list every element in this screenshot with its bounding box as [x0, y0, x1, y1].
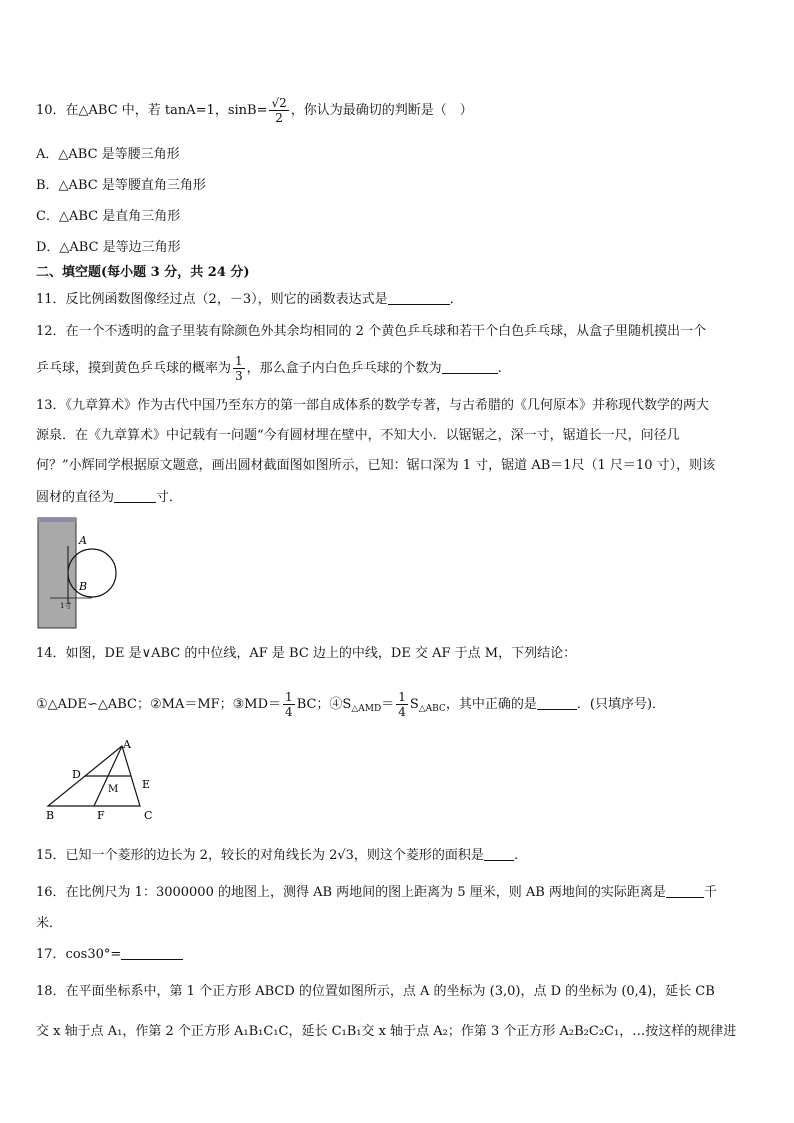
- q14-frac1-den: 4: [285, 705, 293, 719]
- q14-c6: ．(只填序号)．: [576, 697, 666, 712]
- label-a: A: [79, 534, 87, 547]
- q13-line4: [36, 488, 182, 508]
- q10-stem-b: ，你认为最确切的判断是（ ）: [290, 103, 473, 118]
- q14-c5: ，其中正确的是: [445, 697, 537, 712]
- q14-frac1: [283, 690, 295, 719]
- q13-line1: 13．《九章算术》作为古代中国乃至东方的第一部自成体系的数学专著，与古希腊的《几何原本》并称现代数学的两大: [36, 398, 710, 413]
- q14-frac2-num: 1: [398, 690, 406, 704]
- q10-option-b: B．△ABC 是等腰直角三角形: [36, 178, 206, 193]
- q13-blank: [114, 489, 156, 503]
- q12-line2b: ，那么盒子内白色乒乓球的个数为: [246, 361, 442, 376]
- wall-rect: [38, 518, 76, 628]
- label-f: F: [97, 809, 105, 822]
- q15-a: 15．已知一个菱形的边长为 2，较长的对角线长为 2: [36, 848, 338, 863]
- q12-line1: 12．在一个不透明的盒子里装有除颜色外其余均相同的 2 个黄色乒乓球和若干个白色乒乓球，从盒子里随机摸出一个: [36, 324, 707, 339]
- q16-blank: [666, 884, 704, 898]
- q13-line3: 何？”小辉同学根据原文题意，画出圆材截面图如图所示，已知：锯口深为 1 寸，锯道 AB＝1尺（1 尺＝10 寸），则该: [36, 458, 716, 473]
- q16-line1: [36, 883, 717, 903]
- q15-c: .: [513, 848, 519, 863]
- section-heading: 二、填空题(每小题 3 分，共 24 分): [36, 265, 250, 280]
- q11-blank: [388, 291, 450, 305]
- q11-end: ．: [449, 292, 463, 307]
- q14-conclusions: [36, 690, 665, 719]
- label-c: C: [144, 809, 153, 822]
- q17-blank: [121, 946, 183, 960]
- q14-frac2: [396, 690, 408, 719]
- q10-stem: [36, 96, 473, 125]
- q16-line1a: 16．在比例尺为 1：3000000 的地图上，测得 AB 两地间的图上距离为 5 厘米，则 AB 两地间的实际距离是: [36, 885, 666, 900]
- label-b: B: [79, 580, 88, 593]
- q10-option-d: D．△ABC 是等边三角形: [36, 240, 181, 255]
- q17: [36, 945, 183, 965]
- q14-sub1: △AMD: [351, 704, 382, 714]
- label-m: M: [108, 784, 119, 795]
- q13-line4a: 圆材的直径为: [36, 490, 115, 505]
- sinb-den: 2: [275, 111, 283, 125]
- q12-num: 1: [235, 354, 243, 368]
- q12-blank: [442, 360, 498, 374]
- sinb-fraction: [269, 96, 288, 125]
- q14-line1: 14．如图，DE 是∨ABC 的中位线，AF 是 BC 边上的中线，DE 交 AF 于点 M，下列结论：: [36, 646, 577, 661]
- q10-option-a: A．△ABC 是等腰三角形: [36, 147, 180, 162]
- sinb-num: √2: [271, 96, 287, 110]
- q14-frac2-den: 4: [398, 705, 406, 719]
- q10-option-c: C．△ABC 是直角三角形: [36, 209, 181, 224]
- q15-b: ，则这个菱形的面积是: [353, 848, 484, 863]
- q15-root: √3: [337, 848, 354, 863]
- label-d: D: [72, 768, 81, 781]
- q12-den: 3: [235, 369, 243, 383]
- q17-text: 17．cos30°=: [36, 947, 122, 962]
- q14-sub2: △ABC: [418, 704, 446, 714]
- q15: [36, 846, 518, 866]
- q14-c2: BC；④S: [296, 697, 352, 712]
- q14-c1: ①△ADE∽△ABC；②MA＝MF；③MD＝: [36, 697, 282, 712]
- label-e: E: [142, 778, 151, 791]
- label-depth: 1寸: [60, 602, 72, 610]
- q14-c4: S: [409, 697, 419, 712]
- q12-line2c: .: [497, 361, 502, 376]
- q13-figure: [36, 516, 132, 634]
- q16-line2: 米．: [36, 916, 63, 931]
- label-a: A: [123, 738, 131, 751]
- q13-line4b: 寸．: [156, 490, 183, 505]
- q12-line2: [36, 354, 502, 383]
- wall-top-edge: [38, 518, 76, 522]
- q14-blank: [537, 696, 577, 710]
- q18-line2: 交 x 轴于点 A₁，作第 2 个正方形 A₁B₁C₁C，延长 C₁B₁交 x 轴于点 A₂；作第 3 个正方形 A₂B₂C₂C₁，…按这样的规律进: [36, 1024, 737, 1039]
- q11: [36, 290, 463, 310]
- q18-line1: 18．在平面坐标系中，第 1 个正方形 ABCD 的位置如图所示，点 A 的坐标为 (3,0)，点 D 的坐标为 (0,4)，延长 CB: [36, 984, 715, 999]
- q11-text: 11．反比例函数图像经过点（2，－3），则它的函数表达式是: [36, 292, 388, 307]
- q14-frac1-num: 1: [285, 690, 293, 704]
- q14-c3: ＝: [381, 697, 395, 712]
- q12-line2a: 乒乓球，摸到黄色乒乓球的概率为: [36, 361, 232, 376]
- q12-fraction: [233, 354, 245, 383]
- q13-line2: 源泉．在《九章算术》中记载有一问题“今有圆材埋在壁中，不知大小．以锯锯之，深一寸，锯道长一尺，问径几: [36, 428, 680, 443]
- q15-blank: [484, 847, 514, 861]
- label-b: B: [46, 809, 55, 822]
- q14-figure: [40, 738, 170, 824]
- q16-line1b: 千: [703, 885, 717, 900]
- q10-stem-a: 10．在△ABC 中，若 tanA=1，sinB=: [36, 103, 268, 118]
